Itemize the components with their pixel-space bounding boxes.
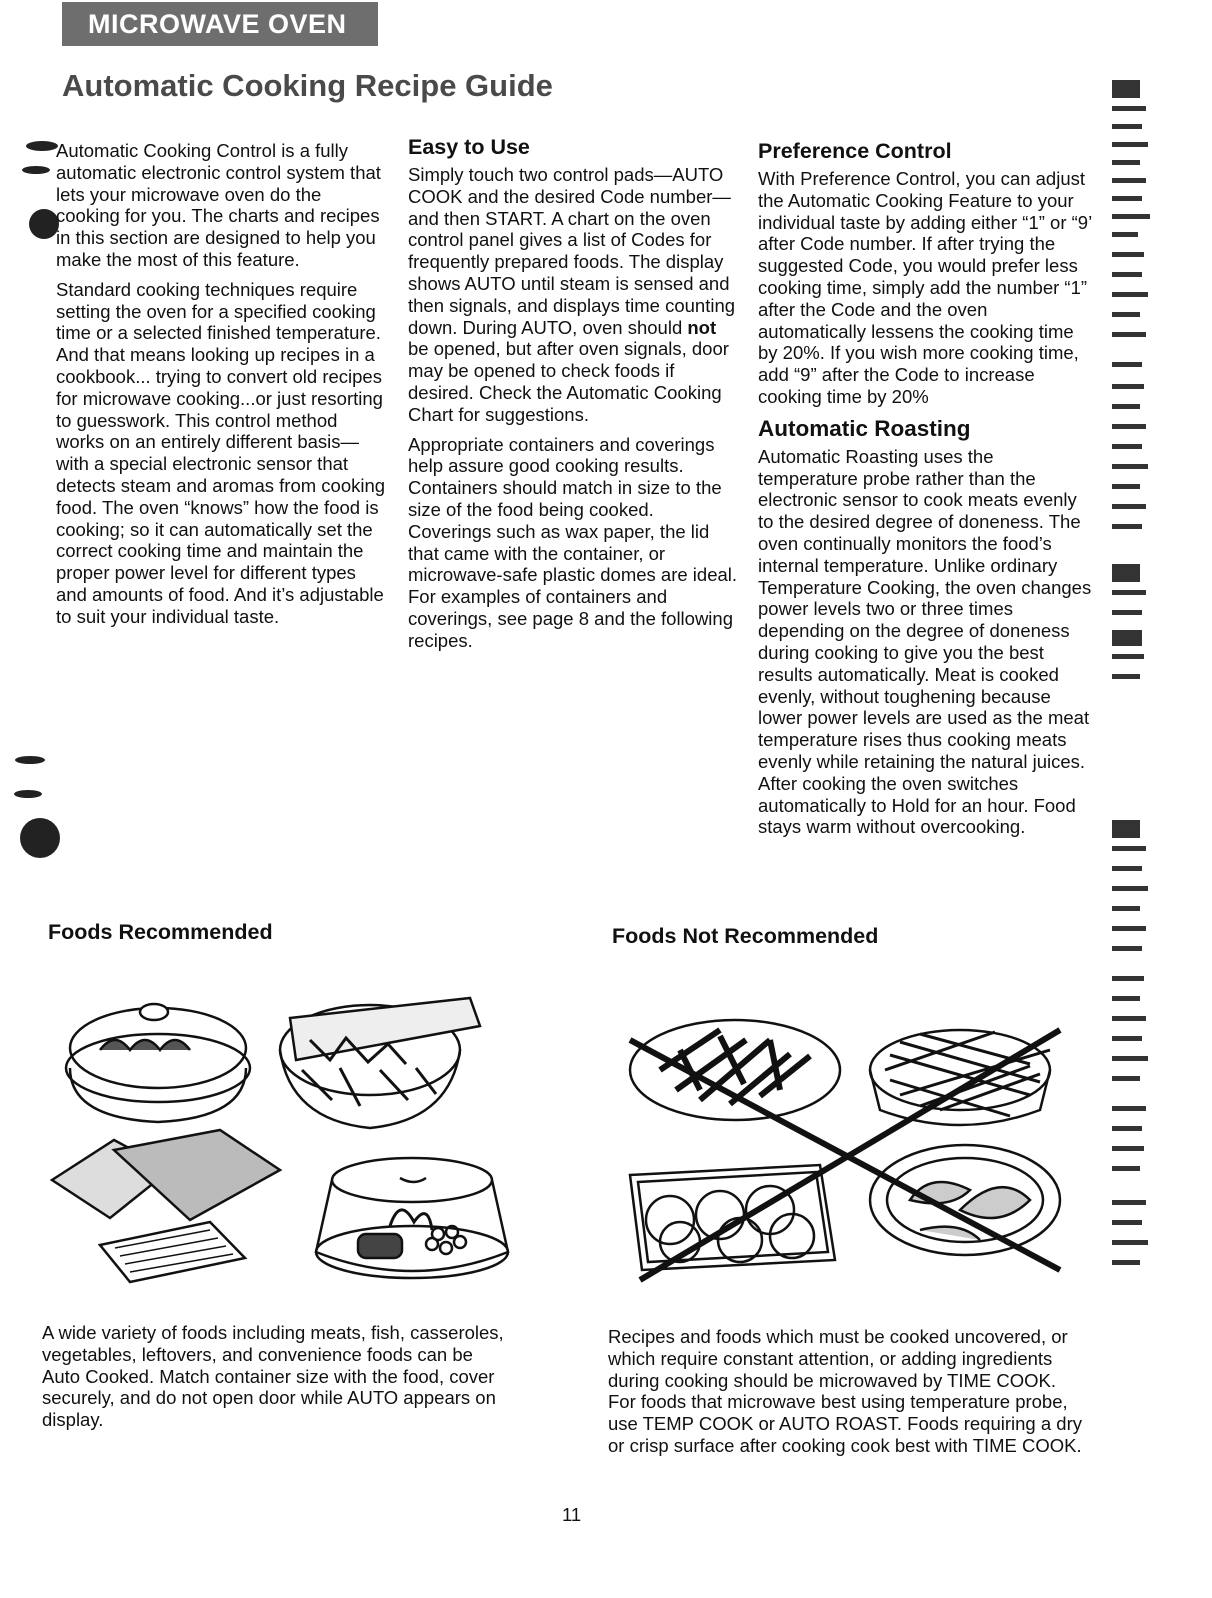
easy-to-use-column — [408, 134, 738, 660]
easy-to-use-paragraph-1: Simply touch two control pads—AUTO COOK and the desired Code number—and then START. A chart on the oven control panel gives a list of Codes for frequently prepared foods. The display shows AUTO until steam is sensed and then signals, and displays time counting down. During AUTO, oven should not be opened, but after oven signals, door may be opened to check foods if desired. Check the Automatic Cooking Chart for suggestions. — [408, 164, 736, 425]
intro-column — [56, 140, 386, 636]
binding-hole-marks — [0, 130, 60, 870]
roasting-text: Automatic Roasting uses the temperature probe rather than the electronic sensor to cook meats evenly to the desired degree of doneness. The oven continually monitors the food’s internal temperature. Unlike ordinary Temperature Cooking, the oven changes power levels two or three times depending on the degree of doneness during cooking to give you the best results automatically. Meat is cooked evenly, without toughening because lower power levels are used as the meat temperature rises thus cooking meats evenly while retaining the natural juices. After cooking the oven switches automatically to Hold for an hour. Food stays warm without overcooking. — [758, 445, 1092, 838]
thumb-index-strip — [1108, 0, 1212, 1598]
foods-not-recommended-heading: Foods Not Recommended — [612, 924, 879, 948]
foods-recommended-caption: A wide variety of foods including meats, fish, casseroles, vegetables, leftovers, and convenience foods can be Auto Cooked. Match container size with the food, cover securely, and do not open door while AUTO appears on display. — [42, 1322, 504, 1431]
preference-text: With Preference Control, you can adjust the Automatic Cooking Feature to your individual taste by adding either “1” or “9’ after Code number. If after trying the suggested Code, you would prefer less cooking time, simply add the number “1” after the Code and the oven automatically lessens the cooking time by 20%. If you wish more cooking time, add “9” after the Code to increase cooking time by 20% — [758, 168, 1092, 407]
page-number: 11 — [562, 1504, 582, 1525]
easy-to-use-paragraph-2: Appropriate containers and coverings help assure good cooking results. Containers should match in size to the size of the food being cooked. Coverings such as wax paper, the lid that came with the container, or microwave-safe plastic domes are ideal. For examples of containers and coverings, see page 8 and the following recipes. — [408, 433, 738, 651]
intro-paragraph-2: Standard cooking techniques require setting the oven for a specified cooking time or a selected finished temperature. And that means looking up recipes in a cookbook... trying to convert old recipes for microwave cooking...or just resorting to guesswork. This control method works on an entirely different basis—with a special electronic sensor that detects steam and aromas from cooking food. The oven “knows” how the food is cooking; so it can automatically set the correct cooking time and maintain the proper power level for different types and amounts of food. And it’s adjustable to suit your individual taste. — [56, 278, 386, 627]
foods-recommended-heading: Foods Recommended — [48, 920, 273, 944]
roasting-heading: Automatic Roasting — [758, 415, 971, 441]
page-title: Automatic Cooking Recipe Guide — [62, 68, 553, 103]
foods-not-recommended-caption: Recipes and foods which must be cooked uncovered, or which require constant attention, or adding ingredients during cooking should be microwaved by TIME COOK. For foods that microwave best using temperature probe, use TEMP COOK or AUTO ROAST. Foods requiring a dry or crisp surface after cooking cook best with TIME COOK. — [608, 1326, 1082, 1456]
not-recommended-foods-illustration — [620, 1000, 1070, 1300]
intro-paragraph-1: Automatic Cooking Control is a fully automatic electronic control system that lets your microwave oven do the cooking for you. The charts and recipes in this section are designed to help you make the most of this feature. — [56, 140, 381, 270]
recommended-foods-illustration — [40, 990, 510, 1290]
preference-column — [758, 138, 1093, 846]
easy-to-use-heading: Easy to Use — [408, 135, 530, 159]
section-banner: MICROWAVE OVEN — [62, 2, 378, 46]
preference-heading: Preference Control — [758, 139, 952, 163]
